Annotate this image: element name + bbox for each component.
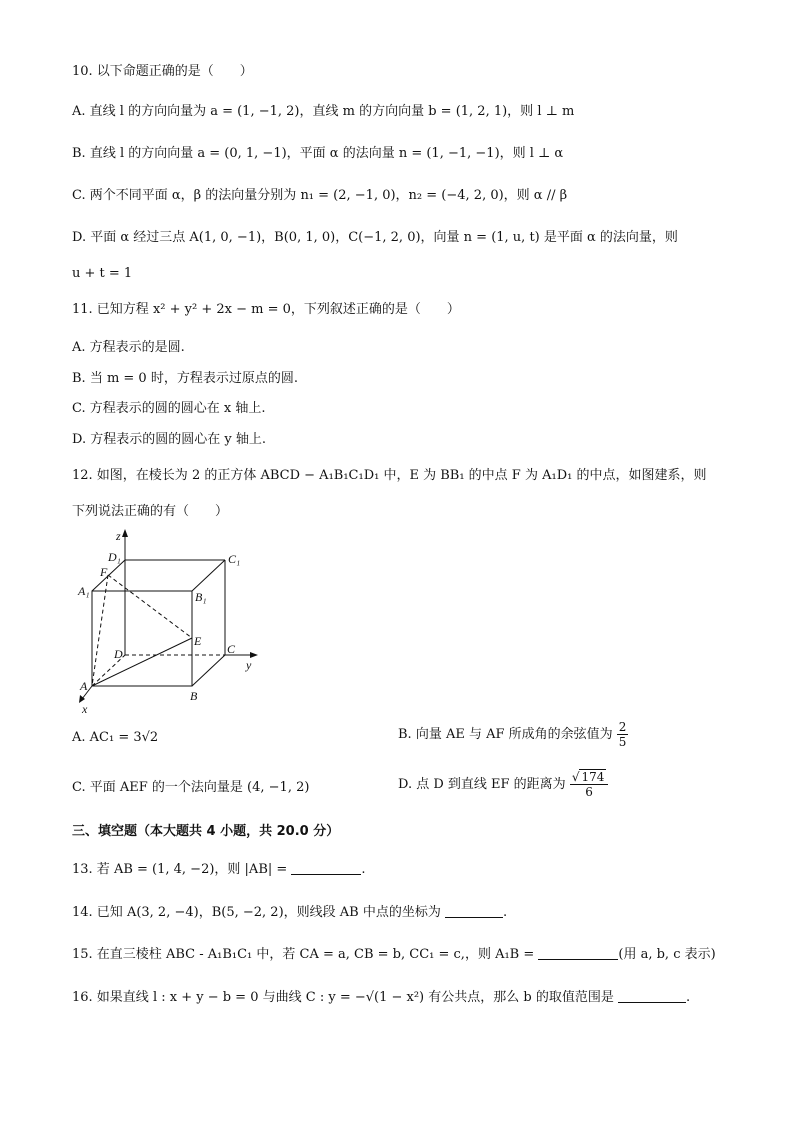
label-f: F [100,565,108,579]
cube-figure [68,525,278,715]
q12-option-d-radicand: 174 [581,770,605,784]
q14-answer-blank[interactable] [445,903,503,918]
label-d1: D₁ [108,550,121,564]
q14 [72,903,507,923]
q10-option-d-cont: u + t = 1 [72,266,133,281]
q10-option-c: C. 两个不同平面 α，β 的法向量分别为 n₁ = (2, −1, 0)，n₂ = (−4, 2, 0)，则 α // β [72,188,568,203]
q10-stem: 10. 以下命题正确的是（ ） [72,64,253,79]
q12-option-b-numerator: 2 [618,720,627,734]
q12-option-d-fraction [570,770,609,799]
label-d: D [114,647,123,661]
q11-option-d: D. 方程表示的圆的圆心在 y 轴上. [72,432,266,447]
q15 [72,945,716,965]
q12-option-c: C. 平面 AEF 的一个法向量是 (4, −1, 2) [72,780,310,795]
q16-text: 16. 如果直线 l : x + y − b = 0 与曲线 C : y = −√(1 − x²) 有公共点，那么 b 的取值范围是 [72,990,614,1005]
q16-end: . [686,990,691,1005]
q15-text: 15. 在直三棱柱 ABC - A₁B₁C₁ 中，若 CA = a, CB = b, CC₁ = c,，则 A₁B = [72,947,535,962]
q12-option-d-denominator: 6 [585,785,593,799]
q16-answer-blank[interactable] [618,988,686,1003]
q10-option-d: D. 平面 α 经过三点 A(1, 0, −1)，B(0, 1, 0)，C(−1, 2, 0)，向量 n = (1, u, t) 是平面 α 的法向量，则 [72,230,678,245]
q13-answer-blank[interactable] [291,860,361,875]
q11-option-b: B. 当 m = 0 时，方程表示过原点的圆. [72,371,298,386]
q12-option-d-numerator: √ 174 [570,770,609,785]
q12-stem: 12. 如图，在棱长为 2 的正方体 ABCD − A₁B₁C₁D₁ 中，E 为 BB₁ 的中点 F 为 A₁D₁ 的中点，如图建系，则 [72,468,707,483]
q13 [72,860,366,880]
q10-option-b: B. 直线 l 的方向向量 a = (0, 1, −1)，平面 α 的法向量 n = (1, −1, −1)，则 l ⊥ α [72,146,564,161]
label-a: A [80,679,88,693]
q13-end: . [361,862,366,877]
q10-option-a: A. 直线 l 的方向向量为 a = (1, −1, 2)，直线 m 的方向向量 b = (1, 2, 1)，则 l ⊥ m [72,104,575,119]
hidden-line-af [92,575,108,686]
q12-option-a: A. AC₁ = 3√2 [72,730,159,745]
label-b1: B₁ [195,590,207,604]
q12-option-b-text: B. 向量 AE 与 AF 所成角的余弦值为 [398,727,613,742]
label-a1: A₁ [78,584,90,598]
label-y: y [246,658,252,672]
label-z: z [116,529,121,543]
label-x: x [82,702,88,715]
q12-option-d [398,770,608,799]
q13-text: 13. 若 AB = (1, 4, −2)，则 |AB| = [72,862,288,877]
q15-answer-blank[interactable] [538,945,618,960]
label-b: B [190,689,198,703]
q11-option-a: A. 方程表示的是圆. [72,340,185,355]
label-c: C [227,642,236,656]
q14-text: 14. 已知 A(3, 2, −4)，B(5, −2, 2)，则线段 AB 中点的坐标为 [72,905,441,920]
q12-stem-cont: 下列说法正确的有（ ） [72,504,229,519]
section-3-heading: 三、填空题（本大题共 4 小题，共 20.0 分） [72,824,340,839]
label-c1: C₁ [228,552,241,566]
q11-option-c: C. 方程表示的圆的圆心在 x 轴上. [72,401,266,416]
q12-option-b-fraction [617,720,629,749]
hidden-line-fe [108,575,192,638]
edge-b1c1 [192,560,225,591]
z-arrow-icon [122,529,128,537]
label-e: E [194,634,202,648]
q14-end: . [502,905,508,920]
line-ae [92,638,192,686]
front-face [92,591,192,686]
q12-option-b-denominator: 5 [618,735,627,749]
q15-end: (用 a, b, c 表示) [618,947,716,962]
edge-bc [192,655,225,686]
q12-option-b [398,720,628,749]
q11-stem: 11. 已知方程 x² + y² + 2x − m = 0，下列叙述正确的是（ ） [72,302,460,317]
q12-option-d-text: D. 点 D 到直线 EF 的距离为 [398,777,566,792]
q16 [72,988,690,1008]
